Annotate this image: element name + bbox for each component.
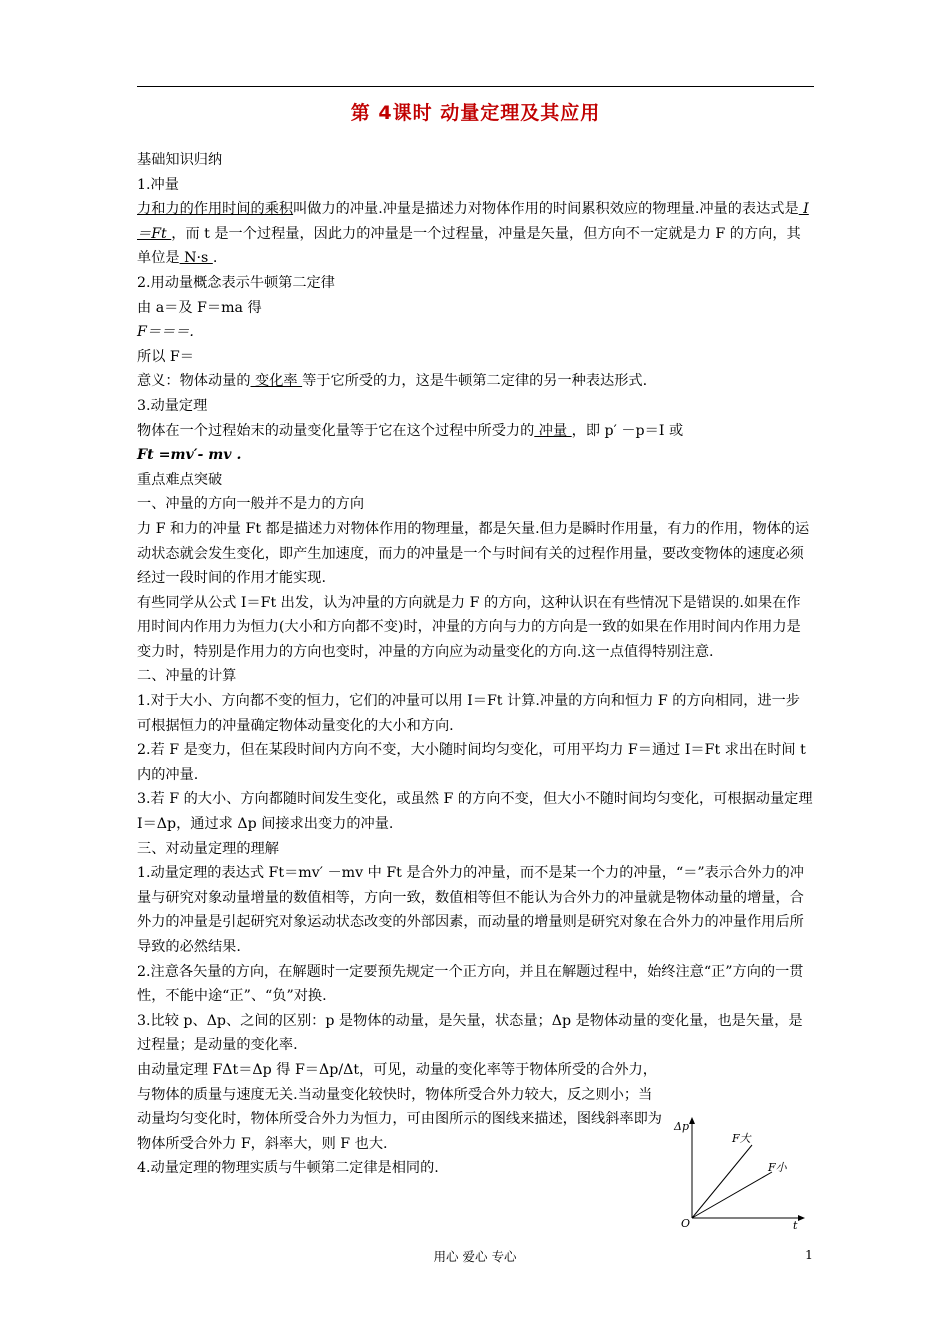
- s1-blank-answer: 力和力的作用时间的乘积: [137, 201, 294, 218]
- document-body: [137, 148, 814, 1181]
- k1-paragraph-1: 力 F 和力的冲量 Ft 都是描述力对物体作用的物理量，都是矢量.但力是瞬时作用量，有力的作用，物体的运动状态就会发生变化，即产生加速度，而力的冲量是一个与时间有关的过程作用量，要改变物体的速度必须经过一段时间的作用才能实现.: [137, 520, 810, 587]
- s3-line1: 物体在一个过程始末的动量变化量等于它在这个过程中所受力的 冲量 ，即 p′ －p＝I 或: [137, 422, 684, 439]
- k3-paragraph-1: 1.动量定理的表达式 Ft＝mv′ －mv 中 Ft 是合外力的冲量，而不是某一个力的冲量，“＝”表示合外力的冲量与研究对象动量增量的数值相等，方向一致，数值相等但不能认为合外力的冲量就是物体动量的增量，合外力的冲量是引起研究对象运动状态改变的外部因素，而动量的增量则是研究对象在合外力的冲量作用后所导致的必然结果.: [137, 865, 804, 955]
- y-axis-arrow: [689, 1117, 695, 1124]
- k3-paragraph-5: 4.动量定理的物理实质与牛顿第二定律是相同的.: [137, 1160, 439, 1177]
- origin-label: O: [681, 1217, 691, 1230]
- k1-paragraph-2: 有些同学从公式 I＝Ft 出发，认为冲量的方向就是力 F 的方向，这种认识在有些情况下是错误的.如果在作用时间内作用力为恒力(大小和方向都不变)时，冲量的方向与力的方向是一致的如果在作用时间内作用力是变力时，特别是作用力的方向也变时，冲量的方向应为动量变化的方向.这一点值得特别注意.: [137, 594, 801, 660]
- s2-line2: F＝＝＝.: [137, 324, 194, 341]
- s3-blank-answer: 冲量: [534, 422, 572, 439]
- k3-paragraph-3: 3.比较 p、Δp、之间的区别：p 是物体的动量，是矢量，状态量；Δp 是物体动量的变化量，也是矢量，是过程量；是动量的变化率.: [137, 1012, 803, 1054]
- s1-paragraph: 力和力的作用时间的乘积叫做力的冲量.冲量是描述力对物体作用的时间累积效应的物理量.冲量的表达式是 I＝Ft ，而 t 是一个过程量，因此力的冲量是一个过程量，冲量是矢量，但方向不一定就是力 F 的方向，其单位是 N·s .: [137, 201, 809, 267]
- k3-title: 三、对动量定理的理解: [137, 840, 279, 857]
- x-axis-label: t: [793, 1219, 798, 1230]
- x-axis-arrow: [798, 1215, 805, 1221]
- k2-paragraph-1: 1.对于大小、方向都不变的恒力，它们的冲量可以用 I＝Ft 计算.冲量的方向和恒力 F 的方向相同，进一步可根据恒力的冲量确定物体动量变化的大小和方向.: [137, 693, 800, 734]
- k2-paragraph-2: 2.若 F 是变力，但在某段时间内方向不变，大小随时间均匀变化，可用平均力 F＝通过 I＝Ft 求出在时间 t 内的冲量.: [137, 742, 806, 783]
- s2-blank-answer: 变化率: [250, 373, 303, 390]
- s1-formula-answer: I＝Ft: [137, 201, 809, 242]
- s2-title: 2.用动量概念表示牛顿第二定律: [137, 274, 335, 291]
- header-rule: [137, 86, 814, 87]
- k3-paragraph-4: 由动量定理 FΔt＝Δp 得 F＝Δp/Δt，可见，动量的变化率等于物体所受的合外力，与物体的质量与速度无关.当动量变化较快时，物体所受合外力较大，反之则小；当动量均匀变化时，物体所受合外力为恒力，可由图所示的图线来描述，图线斜率即为物体所受合外力 F，斜率大，则 F 也大.: [137, 1061, 662, 1152]
- page-footer: 用心 爱心 专心: [433, 1249, 517, 1264]
- label-f-small: F小: [768, 1161, 787, 1174]
- k3-paragraph-2: 2.注意各矢量的方向，在解题时一定要预先规定一个正方向，并且在解题过程中，始终注意“正”方向的一贯性，不能中途“正”、“负”对换.: [137, 963, 804, 1005]
- label-f-big: F大: [732, 1132, 751, 1145]
- k2-paragraph-3: 3.若 F 的大小、方向都随时间发生变化，或虽然 F 的方向不变，但大小不随时间均匀变化，可根据动量定理 I＝Δp，通过求 Δp 间接求出变力的冲量.: [137, 791, 813, 833]
- page-title: 第 4课时 动量定理及其应用: [350, 102, 601, 124]
- k1-title: 一、冲量的方向一般并不是力的方向: [137, 496, 365, 513]
- section-heading-key: 重点难点突破: [137, 471, 223, 488]
- s2-meaning: 意义：物体动量的 变化率 等于它所受的力，这是牛顿第二定律的另一种表达形式.: [137, 373, 648, 390]
- s1-title: 1.冲量: [137, 176, 179, 193]
- s2-line1: 由 a＝及 F＝ma 得: [137, 299, 262, 316]
- line-f-small: [692, 1172, 772, 1218]
- s2-line3: 所以 F＝: [137, 348, 194, 365]
- k2-title: 二、冲量的计算: [137, 668, 237, 685]
- momentum-time-graph: [672, 1115, 807, 1230]
- s1-unit-answer: N·s: [179, 250, 213, 267]
- s3-formula: Ft =mv′- mv .: [137, 447, 242, 464]
- y-axis-label: Δp: [674, 1120, 689, 1133]
- s3-title: 3.动量定理: [137, 397, 208, 414]
- page-number: 1: [805, 1247, 813, 1262]
- section-heading-basic: 基础知识归纳: [137, 152, 223, 168]
- line-f-big: [692, 1145, 752, 1218]
